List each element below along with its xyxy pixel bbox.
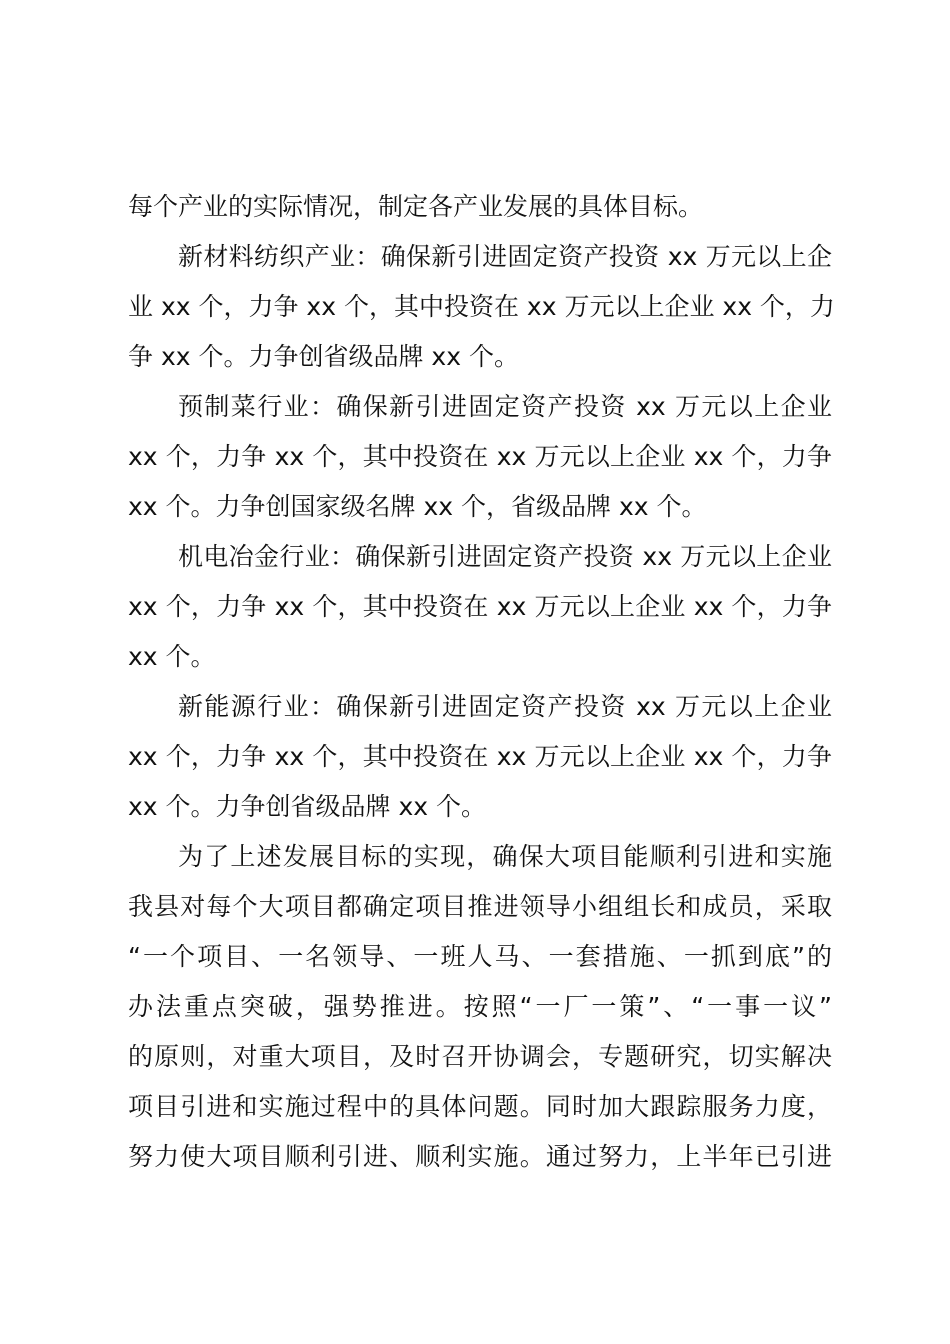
- text-line: xx 个。力争创国家级名牌 xx 个，省级品牌 xx 个。: [128, 492, 707, 521]
- text-line: 我县对每个大项目都确定项目推进领导小组组长和成员，采取: [128, 892, 832, 921]
- text-line: 项目引进和实施过程中的具体问题。同时加大跟踪服务力度，: [128, 1092, 832, 1121]
- text-line: 努力使大项目顺利引进、顺利实施。通过努力，上半年已引进: [128, 1142, 832, 1171]
- text-line: 每个产业的实际情况，制定各产业发展的具体目标。: [128, 192, 704, 221]
- text-line: xx 个。: [128, 642, 216, 671]
- text-line: 新材料纺织产业：确保新引进固定资产投资 xx 万元以上企: [178, 242, 832, 271]
- text-line: 业 xx 个，力争 xx 个，其中投资在 xx 万元以上企业 xx 个，力: [128, 292, 835, 321]
- paragraph: [128, 182, 832, 232]
- text-line: 新能源行业：确保新引进固定资产投资 xx 万元以上企业: [178, 692, 832, 721]
- text-line: xx 个。力争创省级品牌 xx 个。: [128, 792, 487, 821]
- text-line: 为了上述发展目标的实现，确保大项目能顺利引进和实施: [178, 842, 832, 871]
- document-body: [128, 182, 835, 1182]
- paragraph: [128, 832, 832, 1182]
- paragraph: [128, 532, 832, 682]
- paragraph: [128, 382, 832, 532]
- text-line: xx 个，力争 xx 个，其中投资在 xx 万元以上企业 xx 个，力争: [128, 742, 832, 771]
- paragraph: [128, 232, 835, 382]
- text-line: “一个项目、一名领导、一班人马、一套措施、一抓到底”的: [128, 942, 832, 971]
- paragraph: [128, 682, 832, 832]
- text-line: xx 个，力争 xx 个，其中投资在 xx 万元以上企业 xx 个，力争: [128, 442, 832, 471]
- text-line: 机电冶金行业：确保新引进固定资产投资 xx 万元以上企业: [178, 542, 832, 571]
- text-line: xx 个，力争 xx 个，其中投资在 xx 万元以上企业 xx 个，力争: [128, 592, 832, 621]
- text-line: 办法重点突破，强势推进。按照“一厂一策”、“一事一议”: [128, 992, 832, 1021]
- text-line: 的原则，对重大项目，及时召开协调会，专题研究，切实解决: [128, 1042, 832, 1071]
- text-line: 预制菜行业：确保新引进固定资产投资 xx 万元以上企业: [178, 392, 832, 421]
- text-line: 争 xx 个。力争创省级品牌 xx 个。: [128, 342, 519, 371]
